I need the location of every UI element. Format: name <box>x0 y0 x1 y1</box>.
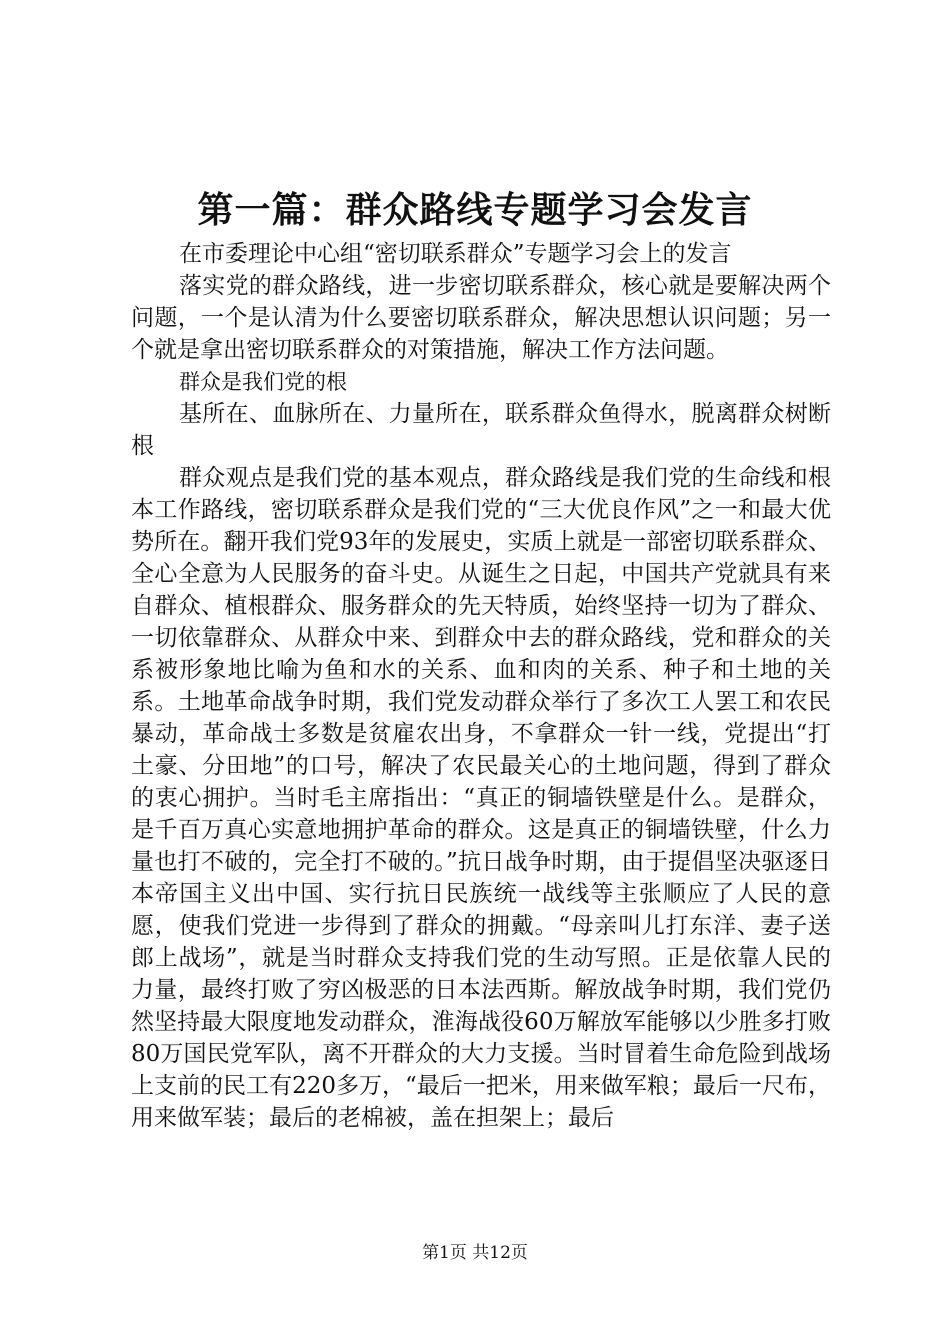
paragraph-subtitle: 在市委理论中心组“密切联系群众”专题学习会上的发言 <box>179 241 732 267</box>
paragraph-intro: 落实党的群众路线，进一步密切联系群众，核心就是要解决两个问题，一个是认清为什么要密切联系群众，解决思想认识问题；另一个就是拿出密切联系群众的对策措施，解决工作方法问题。 <box>131 273 831 363</box>
paragraph-heading: 群众是我们党的根 <box>179 370 347 394</box>
document-body <box>131 238 831 1134</box>
paragraph-heading-continued: 基所在、血脉所在、力量所在，联系群众鱼得水，脱离群众树断根 <box>131 401 831 459</box>
page-title: 第一篇：群众路线专题学习会发言 <box>197 189 753 231</box>
page-number-footer: 第1页 共12页 <box>422 1243 528 1263</box>
paragraph-body: 群众观点是我们党的基本观点，群众路线是我们党的生命线和根本工作路线，密切联系群众是我们党的“三大优良作风”之一和最大优势所在。翻开我们党93年的发展史，实质上就是一部密切联系群众、全心全意为人民服务的奋斗史。从诞生之日起，中国共产党就具有来自群众、植根群众、服务群众的先天特质，始终坚持一切为了群众、一切依靠群众、从群众中来、到群众中去的群众路线，党和群众的关系被形象地比喻为鱼和水的关系、血和肉的关系、种子和土地的关系。土地革命战争时期，我们党发动群众举行了多次工人罢工和农民暴动，革命战士多数是贫雇农出身，不拿群众一针一线，党提出“打土豪、分田地”的口号，解决了农民最关心的土地问题，得到了群众的衷心拥护。当时毛主席指出：“真正的铜墙铁壁是什么。是群众，是千百万真心实意地拥护革命的群众。这是真正的铜墙铁壁，什么力量也打不破的，完全打不破的。”抗日战争时期，由于提倡坚决驱逐日本帝国主义出中国、实行抗日民族统一战线等主张顺应了人民的意愿，使我们党进一步得到了群众的拥戴。“母亲叫儿打东洋、妻子送郎上战场”，就是当时群众支持我们党的生动写照。正是依靠人民的力量，最终打败了穷凶极恶的日本法西斯。解放战争时期，我们党仍然坚持最大限度地发动群众，淮海战役60万解放军能够以少胜多打败80万国民党军队，离不开群众的大力支援。当时冒着生命危险到战场上支前的民工有220多万，“最后一把米，用来做军粮；最后一尺布，用来做军装；最后的老棉被，盖在担架上；最后 <box>131 465 831 1131</box>
